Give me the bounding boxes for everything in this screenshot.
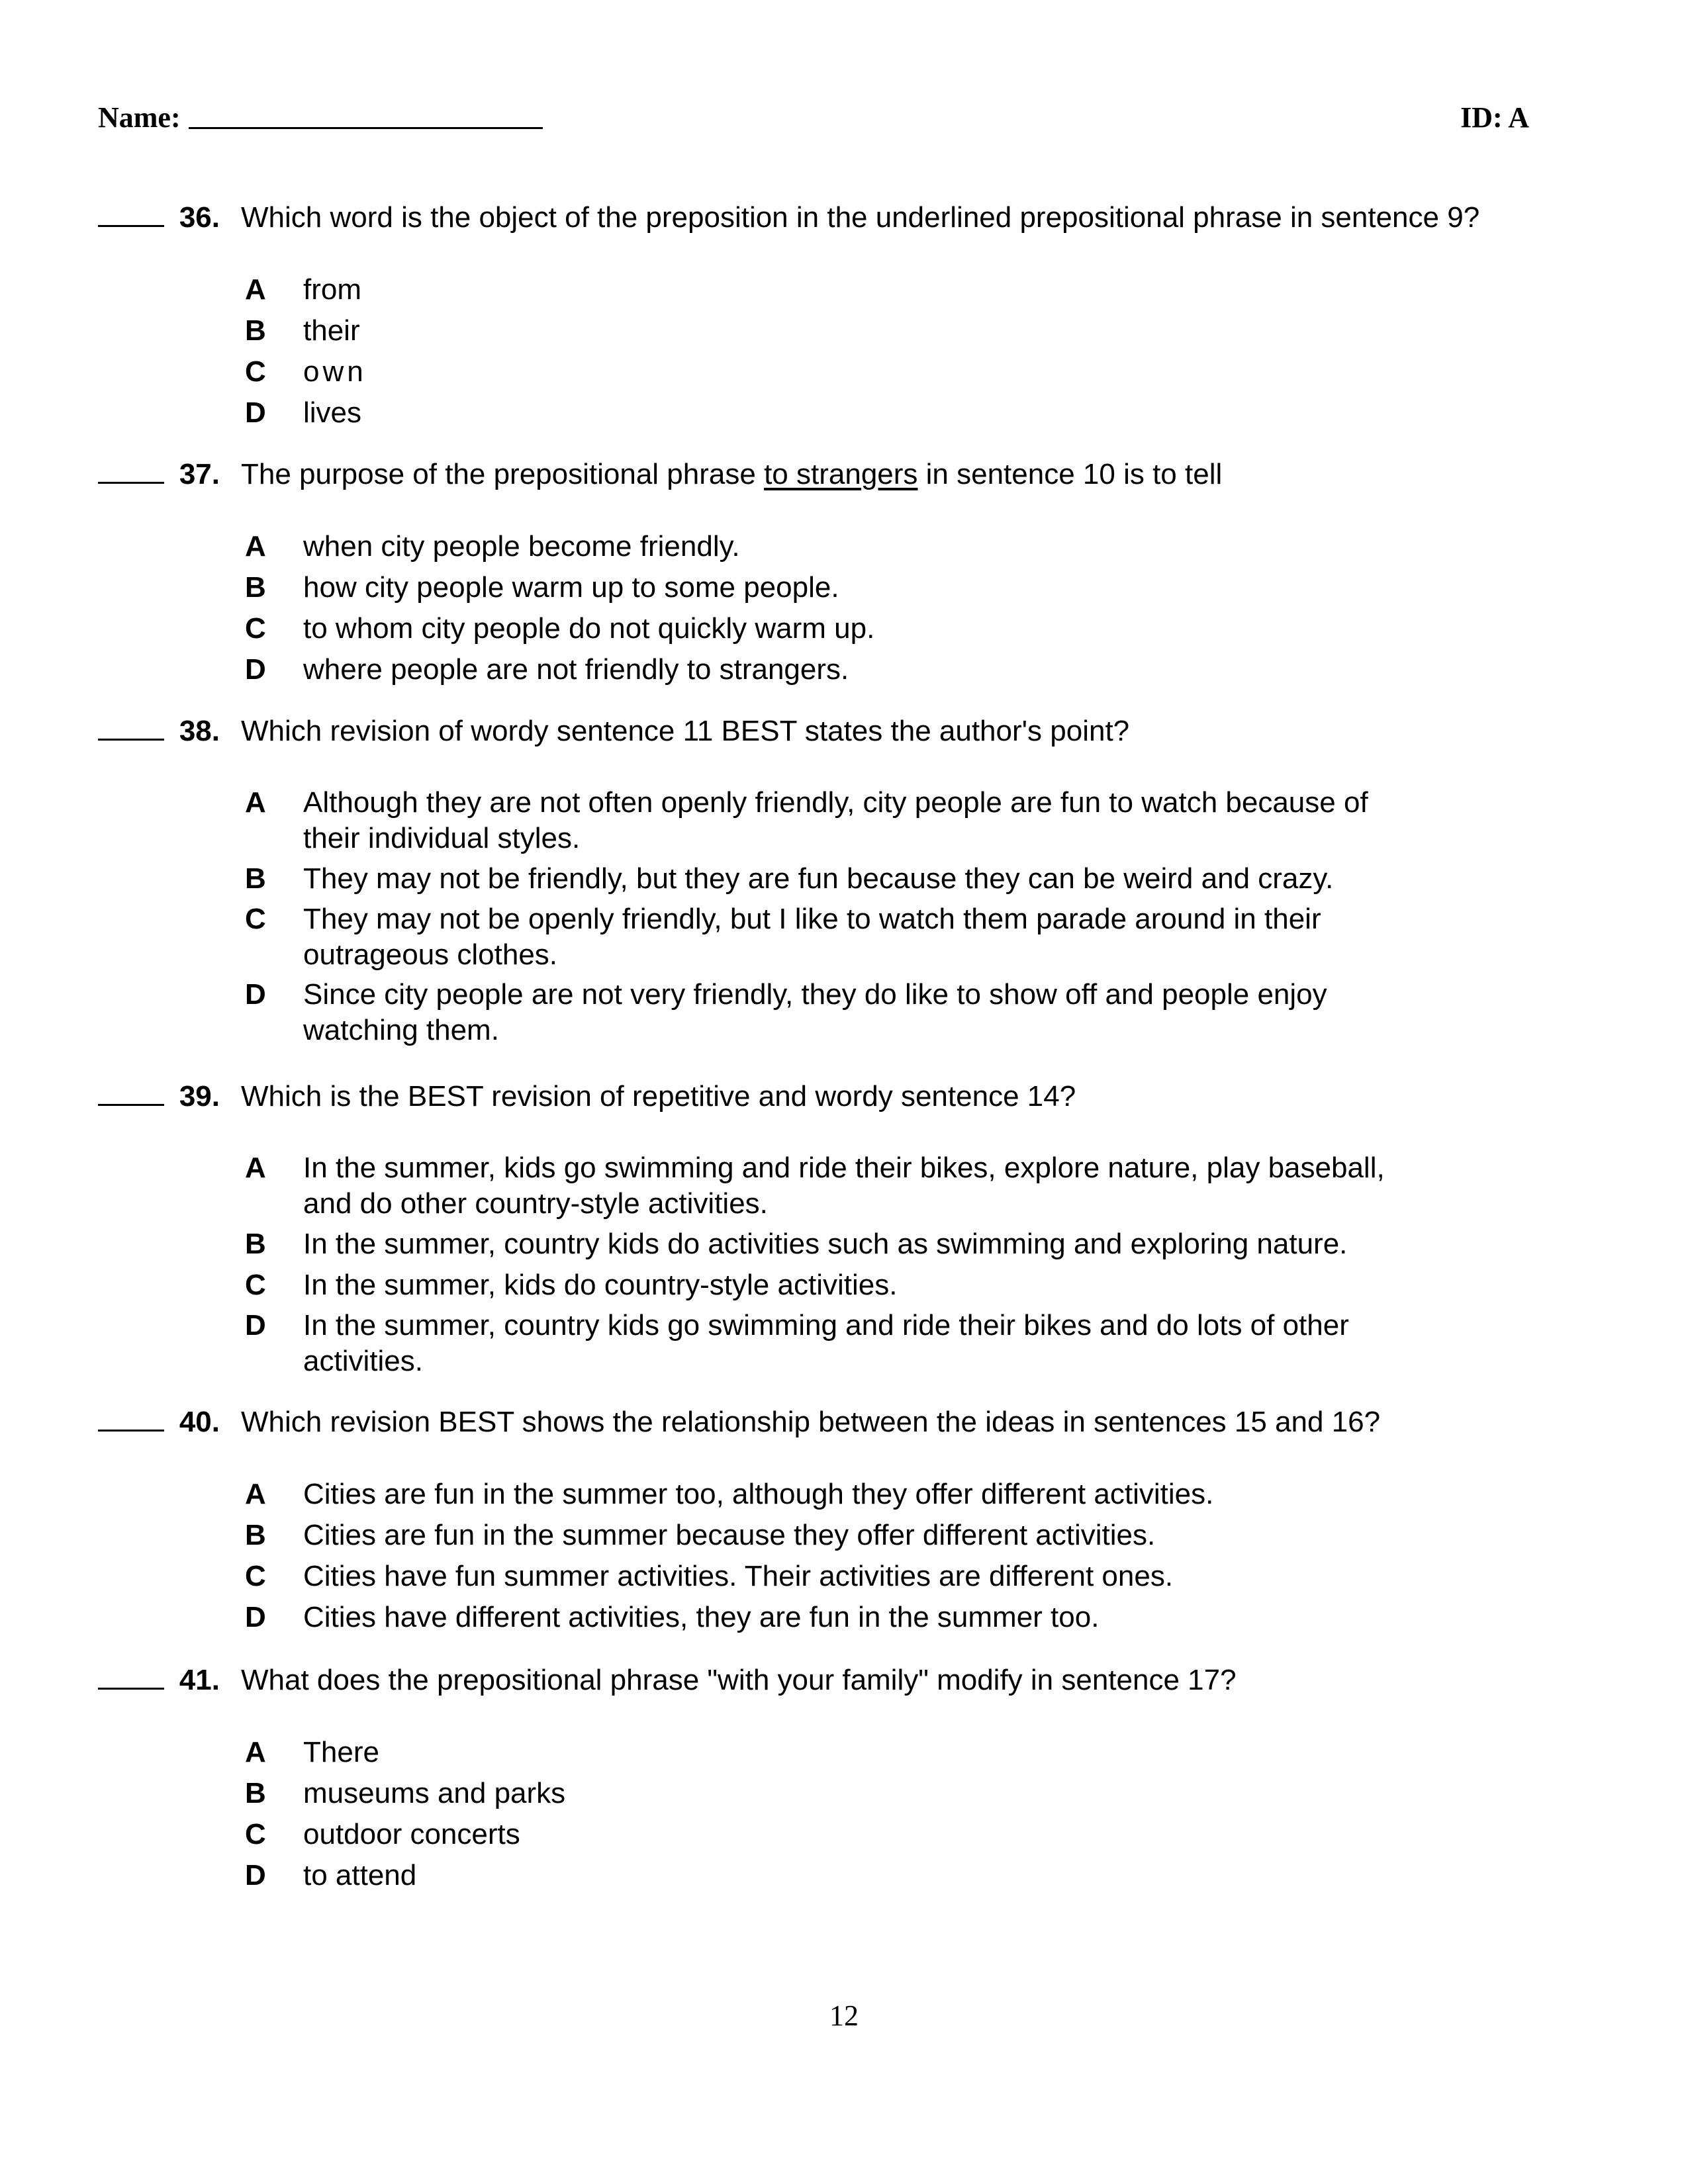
option-list [245,1476,1423,1636]
option-letter: B [245,1228,266,1260]
name-blank-line[interactable] [189,101,543,129]
question-stem: Which revision of wordy sentence 11 BEST states the author's point? [241,715,1130,747]
option-d [245,1857,1423,1894]
option-letter: C [245,1818,266,1850]
option-b [245,1517,1423,1554]
option-text: Cities are fun in the summer because they offer different activities. [303,1519,1156,1551]
option-text: when city people become friendly. [303,530,740,563]
question-stem: What does the prepositional phrase "with your family" modify in sentence 17? [241,1664,1237,1696]
option-letter: B [245,1777,266,1809]
option-list [245,785,1423,1048]
answer-blank[interactable] [98,712,164,741]
option-text: own [303,355,367,388]
option-letter: A [245,1736,266,1768]
option-d [245,394,1423,432]
option-text: Cities are fun in the summer too, although they offer different activities. [303,1478,1214,1510]
question-39 [98,1077,1568,1383]
option-a [245,1150,1423,1222]
underlined-phrase: to strangers [764,458,918,490]
option-c [245,610,1423,647]
option-a [245,785,1423,856]
option-text: outdoor concerts [303,1818,520,1850]
option-text: to attend [303,1859,417,1891]
option-text: In the summer, kids do country-style activities. [303,1269,898,1301]
question-41 [98,1661,1568,1898]
option-letter: C [245,903,266,935]
option-letter: B [245,1519,266,1551]
option-letter: C [245,612,266,645]
question-number: 37. [179,458,220,490]
stem-text: The purpose of the prepositional phrase [241,458,765,490]
option-letter: A [245,786,266,819]
question-number: 41. [179,1664,220,1696]
option-letter: D [245,653,266,686]
option-letter: B [245,862,266,895]
option-letter: B [245,314,266,347]
option-d [245,651,1423,688]
option-d [245,977,1423,1048]
question-stem [241,458,1222,491]
option-letter: D [245,1309,266,1342]
option-text: In the summer, kids go swimming and ride their bikes, explore nature, play baseball, and do other country-style activities. [303,1152,1385,1220]
option-b [245,569,1423,606]
option-list [245,271,1423,432]
option-list [245,528,1423,688]
name-label: Name: [98,101,181,134]
option-text: They may not be friendly, but they are fun because they can be weird and crazy. [303,862,1334,895]
option-letter: A [245,530,266,563]
question-number: 38. [179,715,220,747]
option-text: where people are not friendly to strangers. [303,653,849,686]
option-text: In the summer, country kids go swimming and ride their bikes and do lots of other activities. [303,1309,1349,1377]
option-text: There [303,1736,379,1768]
option-letter: D [245,978,266,1011]
option-a [245,528,1423,565]
question-37 [98,455,1568,692]
option-text: In the summer, country kids do activities such as swimming and exploring nature. [303,1228,1348,1260]
option-letter: C [245,355,266,388]
question-number: 39. [179,1080,220,1113]
option-text: Cities have different activities, they are fun in the summer too. [303,1601,1100,1633]
option-text: Cities have fun summer activities. Their activities are different ones. [303,1560,1174,1592]
option-b [245,1775,1423,1812]
option-a [245,271,1423,308]
option-list [245,1150,1423,1379]
option-b [245,1226,1423,1263]
option-text: to whom city people do not quickly warm up. [303,612,875,645]
question-stem: Which word is the object of the preposition in the underlined prepositional phrase in sentence 9? [241,201,1480,234]
answer-blank[interactable] [98,199,164,227]
option-letter: A [245,273,266,306]
option-c [245,353,1423,390]
question-number: 40. [179,1406,220,1438]
option-list [245,1734,1423,1894]
question-number: 36. [179,201,220,234]
question-stem: Which is the BEST revision of repetitive and wordy sentence 14? [241,1080,1076,1113]
question-stem: Which revision BEST shows the relationship between the ideas in sentences 15 and 16? [241,1406,1381,1438]
option-c [245,1558,1423,1595]
option-c [245,1267,1423,1304]
option-letter: D [245,1601,266,1633]
answer-blank[interactable] [98,1403,164,1432]
option-letter: C [245,1560,266,1592]
option-letter: C [245,1269,266,1301]
option-b [245,860,1423,897]
id-label: ID: A [1460,101,1529,134]
option-text: Although they are not often openly friendly, city people are fun to watch because of their individual styles. [303,786,1368,854]
option-text: their [303,314,360,347]
option-b [245,312,1423,349]
option-letter: D [245,396,266,429]
option-a [245,1734,1423,1771]
option-a [245,1476,1423,1513]
page-number: 12 [829,1999,859,2032]
option-text: They may not be openly friendly, but I like to watch them parade around in their outrageous clothes. [303,903,1321,971]
option-c [245,1816,1423,1853]
stem-text: in sentence 10 is to tell [917,458,1223,490]
answer-blank[interactable] [98,455,164,484]
option-d [245,1599,1423,1636]
answer-blank[interactable] [98,1077,164,1106]
question-40 [98,1403,1568,1640]
page-header [98,101,1529,134]
option-text: Since city people are not very friendly, they do like to show off and people enjoy watching them. [303,978,1327,1046]
option-text: museums and parks [303,1777,566,1809]
option-c [245,901,1423,973]
option-letter: A [245,1478,266,1510]
question-38 [98,712,1568,1052]
option-text: how city people warm up to some people. [303,571,839,604]
option-letter: A [245,1152,266,1184]
option-letter: D [245,1859,266,1891]
option-text: lives [303,396,362,429]
question-36 [98,199,1568,435]
option-letter: B [245,571,266,604]
answer-blank[interactable] [98,1661,164,1690]
option-text: from [303,273,361,306]
name-field [98,101,543,134]
option-d [245,1308,1423,1379]
